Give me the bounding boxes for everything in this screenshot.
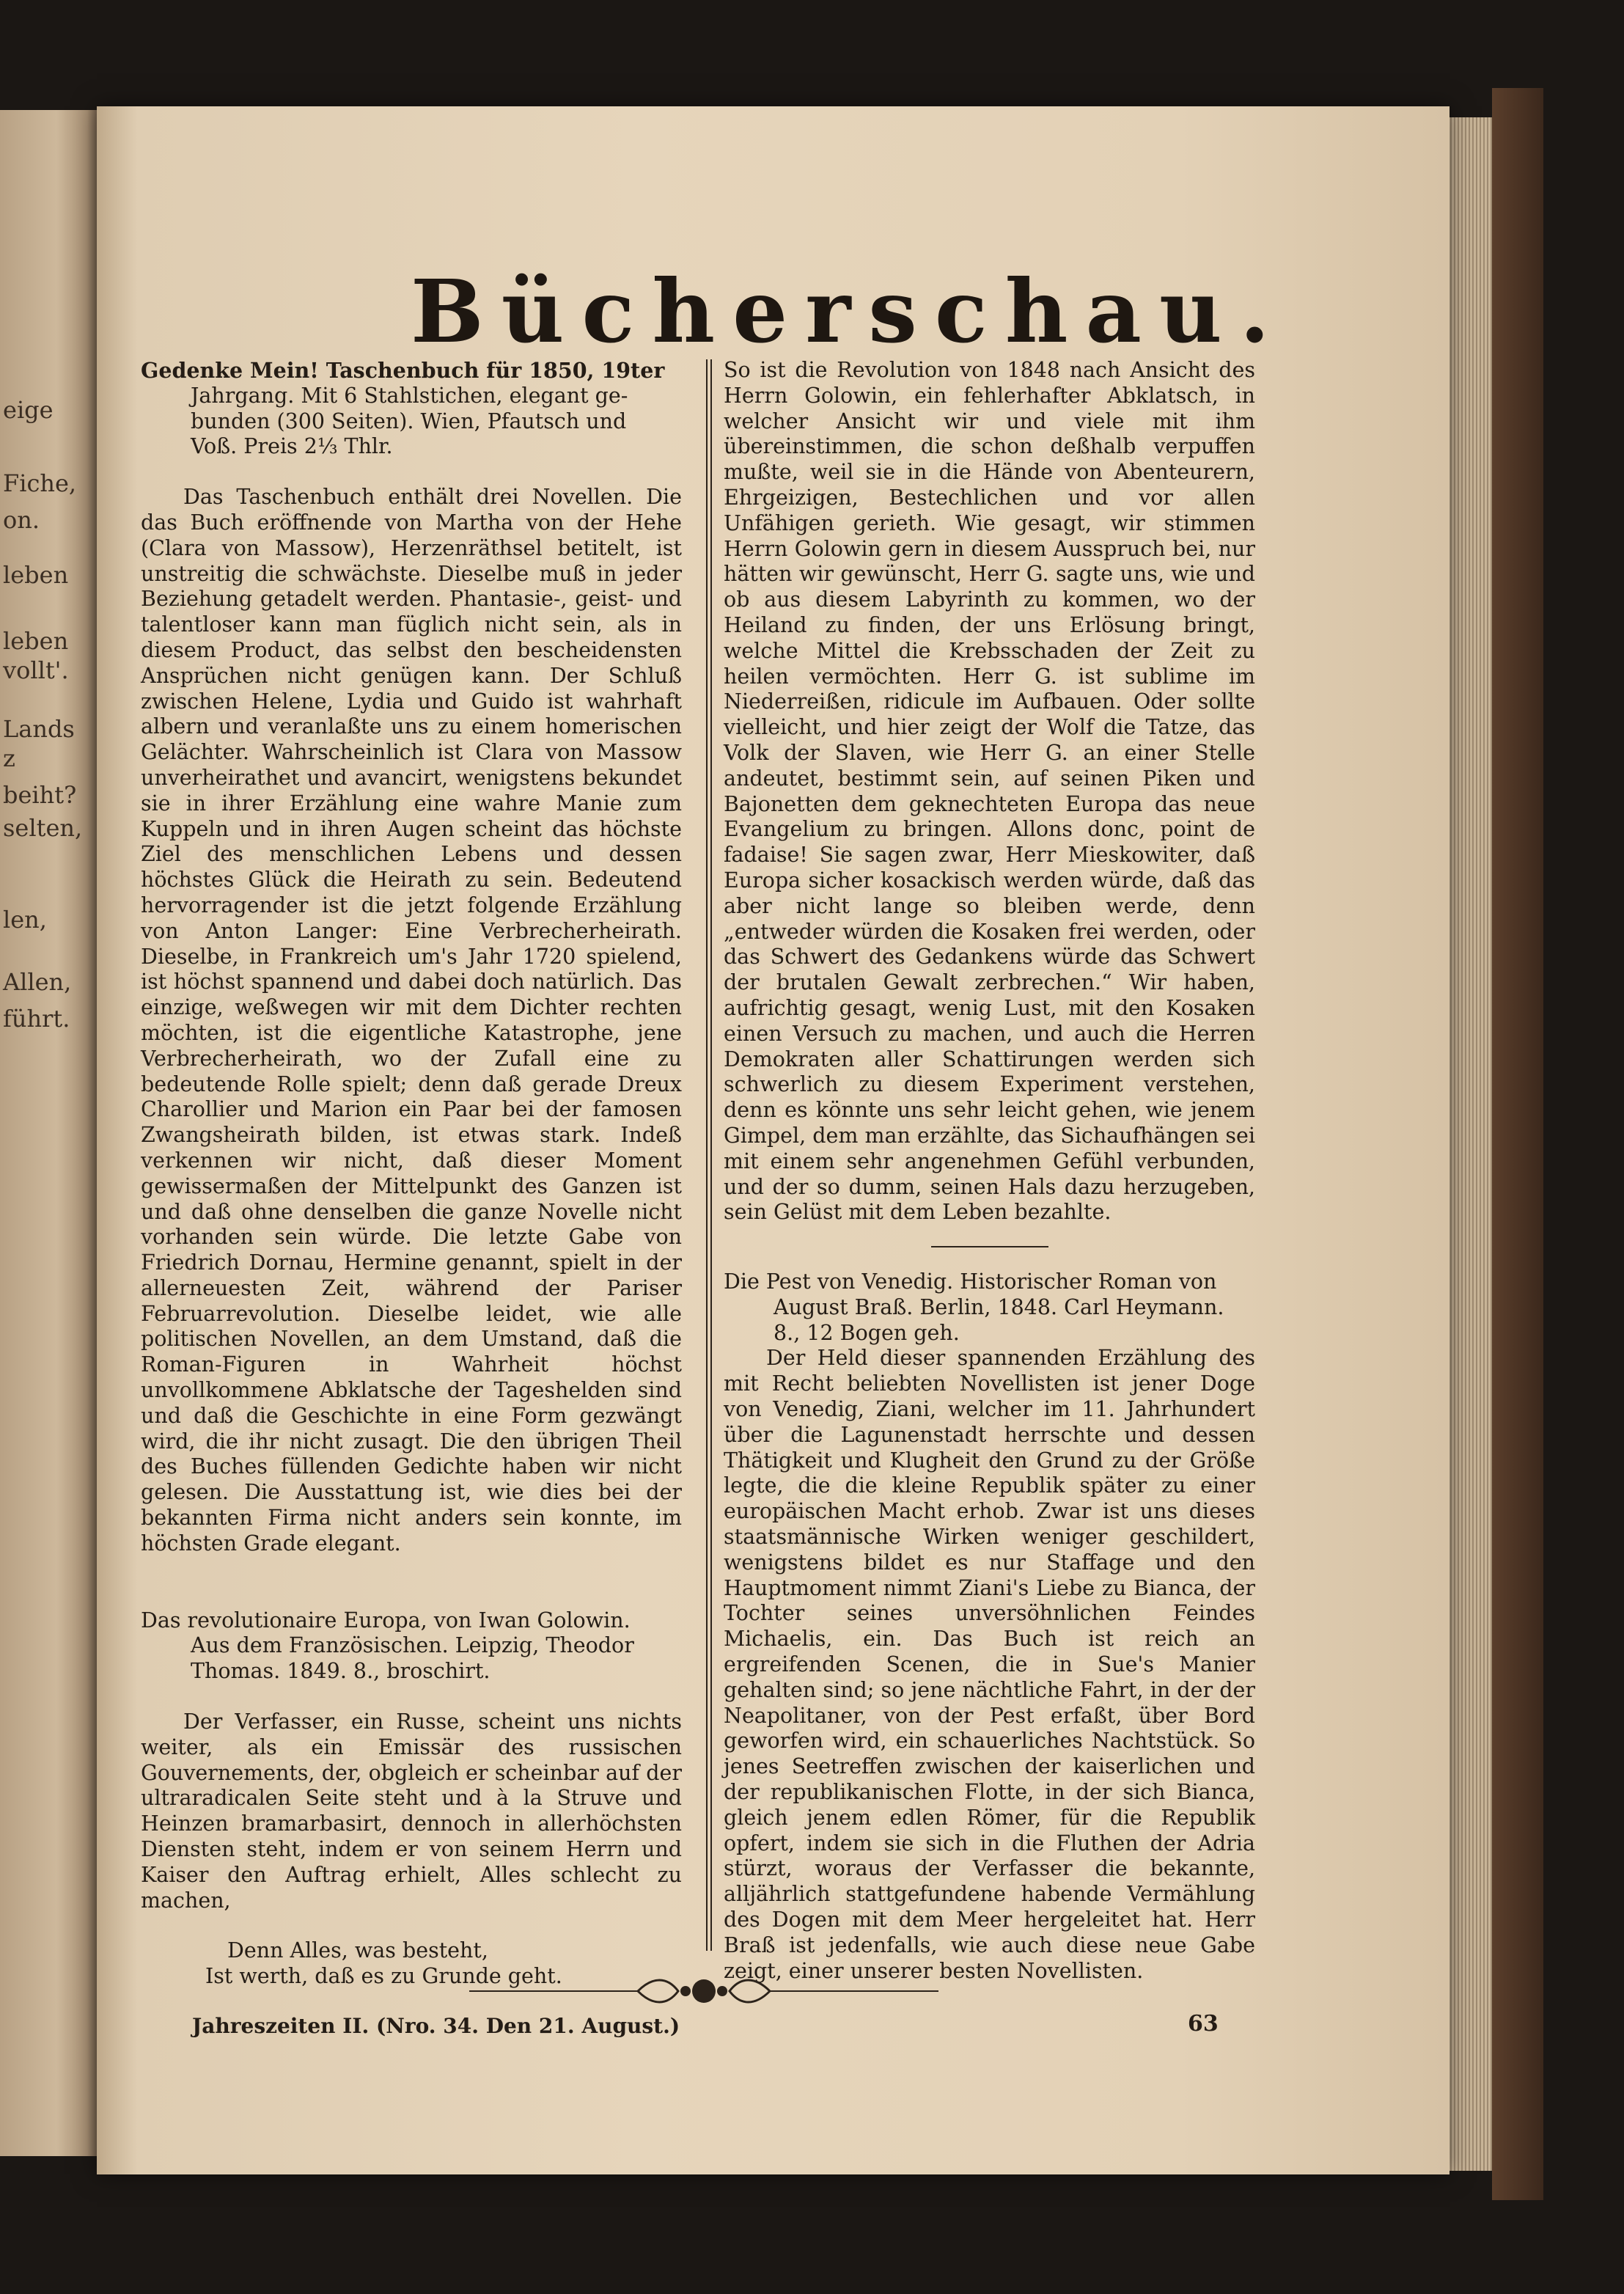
- footer-issue-info: Jahreszeiten II. (Nro. 34. Den 21. August.): [192, 2014, 680, 2038]
- section-separator: [931, 1246, 1048, 1247]
- page-number: 63: [1188, 2011, 1219, 2037]
- review-header-gedenke-mein: [141, 358, 682, 460]
- review-header-revolutionaire-europa: [141, 1608, 682, 1685]
- review-header-line: Aus dem Französischen. Leipzig, Theodor: [191, 1633, 634, 1658]
- review-header-pest-von-venedig: [724, 1269, 1255, 1346]
- review-header-line: Gedenke Mein! Taschenbuch für 1850, 19ter: [141, 358, 665, 383]
- facing-page-fragment: z: [3, 744, 15, 772]
- review-header-line: August Braß. Berlin, 1848. Carl Heymann.: [774, 1294, 1224, 1319]
- facing-page-fragment: vollt'.: [3, 656, 69, 684]
- review-header-line: 8., 12 Bogen geh.: [774, 1320, 960, 1345]
- review-header-line: bunden (300 Seiten). Wien, Pfautsch und: [191, 408, 627, 433]
- review-body-pest-von-venedig: Der Held dieser spannenden Erzählung des mit Recht beliebten Novellisten ist jener Doge von Venedig, Ziani, welcher im 11. Jahrhundert über die Lagunenstadt herrschte und dessen Thätigkeit und Klugheit den Grund zu der Größe legte, die die kleine Republik später zu einer europäischen Macht erhob. Zwar ist uns dieses staatsmännische Wirken weniger geschildert, wenigstens bildet es nur Staffage und den Hauptmoment nimmt Ziani's Liebe zu Bianca, der Tochter seines unversöhnlichen Feindes Michaelis, ein. Das Buch ist reich an ergreifenden Scenen, die in Sue's Manier gehalten sind; so jene nächtliche Fahrt, in der der Neapolitaner, von der Pest erfaßt, über Bord geworfen wird, ein schauerliches Nachtstück. So jenes Seetreffen zwischen der kaiserlichen und der republikanischen Flotte, in der sich Bianca, gleich jenem edlen Römer, für die Republik opfert, indem sie sich in die Fluthen der Adria stürzt, woraus der Verfasser die bekannte, alljährlich stattgefundene habende Vermählung des Dogen mit dem Meer hergeleitet hat. Herr Braß ist jedenfalls, wie auch diese neue Gabe zeigt, einer unserer besten Novellisten.: [724, 1346, 1255, 1983]
- facing-page-fragment: beiht?: [3, 781, 77, 809]
- facing-page-fragment: on.: [3, 506, 40, 534]
- review-body-continued: So ist die Revolution von 1848 nach Ansicht des Herrn Golowin, ein fehlerhafter Abklatsch, in welcher Ansicht wir und viele mit ihm übereinstimmen, die schon deßhalb verpuffen mußte, weil sie in die Hände von Abenteurern, Ehrgeizigen, Bestechlichen und vor allen Unfähigen gerieth. Wie gesagt, wir stimmen Herrn Golowin gern in diesem Ausspruch bei, nur hätten wir gewünscht, Herr G. sagte uns, wie und ob aus diesem Labyrinth zu kommen, wo der Heiland zu finden, der uns Erlösung bringt, welche Mittel die Krebsschaden der Zeit zu heilen vermöchten. Herr G. ist sublime im Niederreißen, ridicule im Aufbauen. Oder sollte vielleicht, und hier zeigt der Wolf die Tatze, das Volk der Slaven, wie Herr G. an einer Stelle andeutet, bestimmt sein, auf seinen Piken und Bajonetten dem geknechteten Europa das neue Evangelium zu bringen. Allons donc, point de fadaise! Sie sagen zwar, Herr Mieskowiter, daß Europa sicher kosackisch werden würde, daß das aber nicht lange so bleiben werde, denn „entweder würden die Kosaken frei werden, oder das Schwert des Gedankens würde das Schwert der brutalen Gewalt zerbrechen.“ Wir haben, aufrichtig gesagt, wenig Lust, mit den Kosaken einen Versuch zu machen, und auch die Herren Demokraten aller Schattirungen werden sich schwerlich zu diesem Experiment verstehen, denn es könnte uns sehr leicht gehen, wie jenem Gimpel, dem man erzählte, das Sichaufhängen sei mit einem sehr angenehmen Gefühl verbunden, und der so dumm, seinen Hals dazu herzugeben, sein Gelüst mit dem Leben bezahlte.: [724, 358, 1255, 1225]
- review-header-line: Thomas. 1849. 8., broschirt.: [191, 1659, 490, 1684]
- footer-ornament-icon: [469, 1973, 938, 2009]
- facing-page-fragment: selten,: [3, 814, 83, 842]
- facing-page-edge: [0, 110, 103, 2156]
- page-title: Bücherschau.: [411, 260, 1287, 362]
- facing-page-fragment: Allen,: [3, 968, 72, 996]
- review-header-line: Jahrgang. Mit 6 Stahlstichen, elegant ge-: [191, 383, 628, 408]
- review-header-line: Voß. Preis 2⅓ Thlr.: [191, 434, 393, 459]
- facing-page-fragment: Lands: [3, 715, 75, 743]
- facing-page-fragment: leben: [3, 627, 69, 655]
- review-body-revolutionaire-europa: Der Verfasser, ein Russe, scheint uns nichts weiter, als ein Emissär des russischen Gouvernements, der, obgleich er scheinbar auf der ultraradicalen Seite steht und à la Struve und Heinzen bramarbasirt, dennoch in allerhöchsten Diensten steht, indem er von seinem Herrn und Kaiser den Auftrag erhielt, Alles schlecht zu machen,: [141, 1709, 682, 1913]
- facing-page-fragment: führt.: [3, 1005, 70, 1033]
- facing-page-fragment: len,: [3, 906, 47, 934]
- review-header-line: Die Pest von Venedig. Historischer Roman von: [724, 1269, 1217, 1294]
- review-header-line: Das revolutionaire Europa, von Iwan Golowin.: [141, 1608, 631, 1632]
- page-stack: [1448, 117, 1492, 2171]
- facing-page-fragment: Fiche,: [3, 469, 77, 497]
- left-column: [141, 358, 682, 1990]
- facing-page-fragment: leben: [3, 561, 69, 589]
- right-column: [724, 358, 1255, 1984]
- review-body-gedenke-mein: Das Taschenbuch enthält drei Novellen. Die das Buch eröffnende von Martha von der Hehe (Clara von Massow), Herzenräthsel betitelt, ist unstreitig die schwächste. Dieselbe muß in jeder Beziehung getadelt werden. Phantasie-, geist- und talentloser kann man füglich nicht sein, als in diesem Product, das selbst den bescheidensten Ansprüchen nicht genügen kann. Der Schluß zwischen Helene, Lydia und Guido ist wahrhaft albern und veranlaßte uns zu einem homerischen Gelächter. Wahrscheinlich ist Clara von Massow unverheirathet und avancirt, wenigstens bekundet sie in ihrer Erzählung eine wahre Manie zum Kuppeln und in ihren Augen scheint das höchste Ziel des menschlichen Lebens und dessen höchstes Glück die Heirath zu sein. Bedeutend hervorragender ist die jetzt folgende Erzählung von Anton Langer: Eine Verbrecherheirath. Dieselbe, in Frankreich um's Jahr 1720 spielend, ist höchst spannend und dabei doch natürlich. Das einzige, weßwegen wir mit dem Dichter rechten möchten, ist die eigentliche Katastrophe, jene Verbrecherheirath, wo der Zufall eine zu bedeutende Rolle spielt; denn daß gerade Dreux Charollier und Marion ein Paar bei der famosen Zwangsheirath bilden, ist etwas stark. Indeß verkennen wir nicht, daß dieser Moment gewissermaßen der Mittelpunkt des Ganzen ist und daß ohne denselben die ganze Novelle nicht vorhanden sein würde. Die letzte Gabe von Friedrich Dornau, Hermine genannt, spielt in der allerneuesten Zeit, während der Pariser Februarrevolution. Dieselbe leidet, wie alle politischen Novellen, an dem Umstand, daß die Roman-Figuren in Wahrheit höchst unvollkommene Abklatsche der Tageshelden sind und daß die Geschichte in eine Form gezwängt wird, die ihr nicht zusagt. Die den übrigen Theil des Buches füllenden Gedichte haben wir nicht gelesen. Die Ausstattung ist, wie dies bei der bekannten Firma nicht anders sein konnte, im höchsten Grade elegant.: [141, 485, 682, 1555]
- facing-page-fragment: eige: [3, 396, 54, 424]
- quoted-verse-line: Denn Alles, was besteht,: [227, 1938, 488, 1963]
- book-cover-edge: [1492, 88, 1543, 2200]
- column-divider: [706, 359, 712, 1951]
- quoted-verse-line: Ist werth, daß es zu Grunde geht.: [205, 1964, 562, 1989]
